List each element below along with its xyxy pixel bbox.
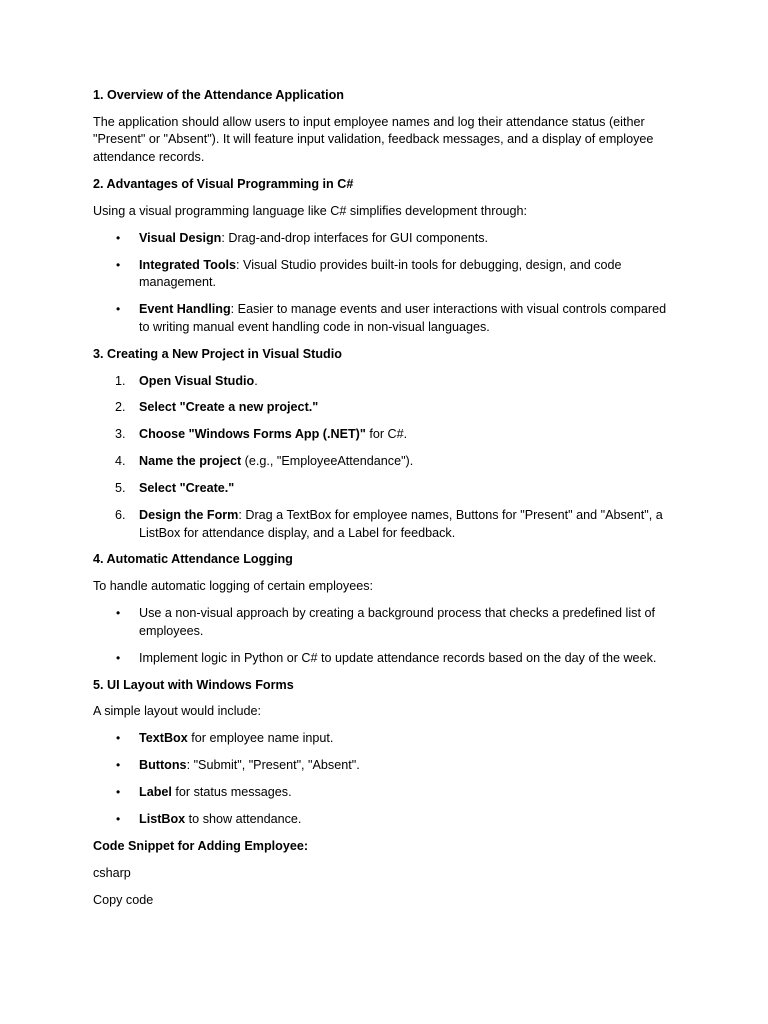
step-term: Name the project <box>139 454 242 469</box>
step-item <box>115 453 680 471</box>
list-item-text: Use a non-visual approach by creating a background process that checks a predefined list of employees. <box>139 606 655 638</box>
bullet-icon: • <box>116 257 121 272</box>
list-item-text: : Easier to manage events and user interactions with visual controls compared to writing manual event handling code in non-visual languages. <box>139 302 667 334</box>
step-term: Choose "Windows Forms App (.NET)" <box>139 427 366 442</box>
section-heading-overview: 1. Overview of the Attendance Application <box>93 88 344 102</box>
bullet-icon: • <box>116 758 121 773</box>
list-item-term: Integrated Tools <box>139 257 237 272</box>
bullet-icon: • <box>116 731 121 746</box>
ui-layout-list <box>93 730 680 828</box>
step-term: Select "Create." <box>139 481 235 496</box>
bullet-icon: • <box>116 785 121 800</box>
list-item-term: ListBox <box>139 812 186 827</box>
step-item <box>115 480 680 498</box>
auto-logging-list <box>93 605 680 667</box>
step-text: : Drag a TextBox for employee names, Buttons for "Present" and "Absent", a ListBox for attendance display, and a Label for feedback. <box>139 507 663 540</box>
section-heading-auto-logging: 4. Automatic Attendance Logging <box>93 552 293 567</box>
step-term: Open Visual Studio <box>139 373 255 388</box>
list-item <box>116 811 680 829</box>
list-item <box>116 301 680 336</box>
list-item-text: for status messages. <box>171 785 292 800</box>
bullet-icon: • <box>116 606 121 621</box>
bullet-icon: • <box>116 650 121 665</box>
list-item-term: TextBox <box>139 731 188 746</box>
step-term: Select "Create a new project." <box>139 400 319 415</box>
bullet-icon: • <box>116 230 121 245</box>
list-item-text: : Visual Studio provides built-in tools for debugging, design, and code management. <box>139 257 622 290</box>
step-item <box>115 373 680 391</box>
step-number: 5. <box>115 481 126 496</box>
new-project-steps <box>93 373 680 543</box>
list-item <box>116 257 680 292</box>
section-heading-new-project: 3. Creating a New Project in Visual Studio <box>93 346 342 361</box>
code-snippet-heading: Code Snippet for Adding Employee: <box>93 838 309 853</box>
list-item-term: Label <box>139 785 172 800</box>
section-heading-ui-layout: 5. UI Layout with Windows Forms <box>93 677 294 692</box>
list-item-text: for employee name input. <box>187 731 334 746</box>
step-number: 2. <box>115 400 126 415</box>
list-item-term: Visual Design <box>139 230 222 245</box>
auto-logging-intro: To handle automatic logging of certain employees: <box>93 579 374 594</box>
list-item-term: Buttons <box>139 758 187 773</box>
list-item-text: to show attendance. <box>185 812 302 827</box>
ui-layout-intro: A simple layout would include: <box>93 704 262 719</box>
list-item <box>116 784 680 802</box>
list-item <box>116 605 680 640</box>
step-text: for C#. <box>365 427 408 442</box>
list-item-text: : "Submit", "Present", "Absent". <box>186 758 360 773</box>
step-number: 6. <box>115 507 126 522</box>
list-item <box>116 730 680 748</box>
copy-code-button[interactable]: Copy code <box>93 892 154 907</box>
step-item <box>115 426 680 444</box>
list-item <box>116 757 680 775</box>
advantages-intro: Using a visual programming language like C# simplifies development through: <box>93 203 528 218</box>
bullet-icon: • <box>116 812 121 827</box>
code-language-label: csharp <box>93 865 131 880</box>
bullet-icon: • <box>116 302 121 317</box>
overview-paragraph: The application should allow users to input employee names and log their attendance status (either "Present" or "Absent"). It will feature input validation, feedback messages, and a display of employee attendance records. <box>93 114 654 165</box>
list-item-text: Implement logic in Python or C# to update attendance records based on the day of the week. <box>139 650 657 665</box>
step-number: 3. <box>115 427 126 442</box>
list-item-term: Event Handling <box>139 302 231 317</box>
step-term: Design the Form <box>139 507 239 522</box>
step-text: (e.g., "EmployeeAttendance"). <box>241 454 414 469</box>
advantages-list <box>93 230 680 337</box>
step-number: 4. <box>115 454 126 469</box>
step-item <box>115 399 680 417</box>
step-item <box>115 507 680 542</box>
section-heading-advantages: 2. Advantages of Visual Programming in C# <box>93 176 354 191</box>
list-item <box>116 230 680 248</box>
list-item-text: : Drag-and-drop interfaces for GUI components. <box>221 230 489 245</box>
step-text: . <box>254 373 258 388</box>
step-number: 1. <box>115 373 126 388</box>
list-item <box>116 650 680 668</box>
